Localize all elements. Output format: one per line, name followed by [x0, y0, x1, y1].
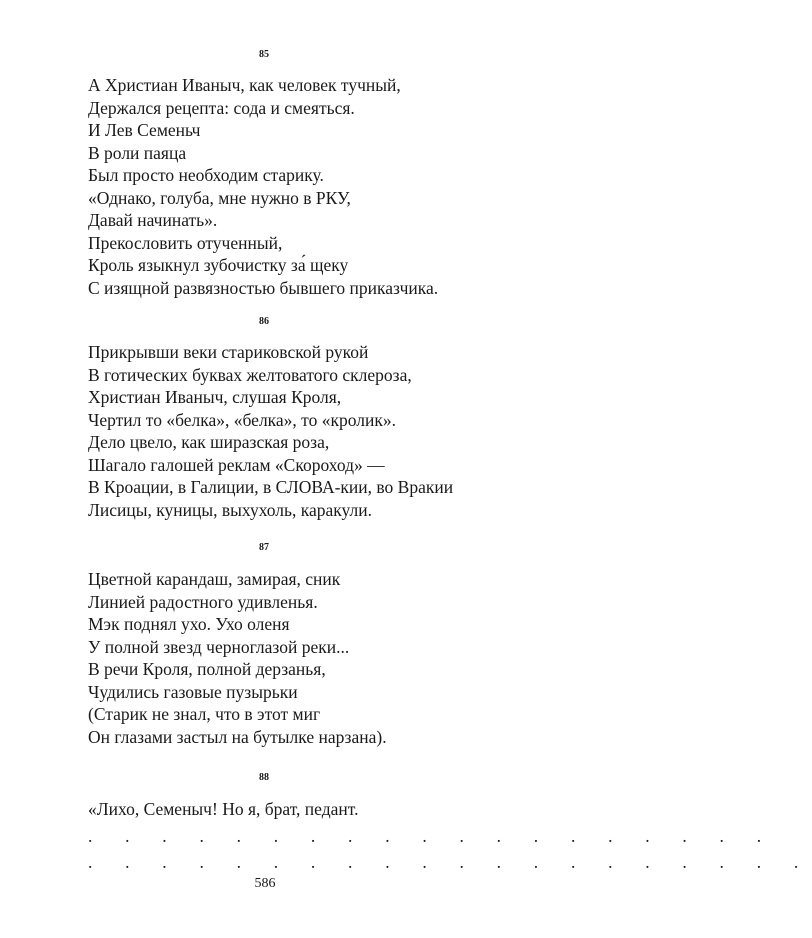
verse-line: Кроль языкнул зубочистку за́ щеку [88, 255, 349, 275]
verse-line: Чудились газовые пузырьки [88, 681, 298, 702]
verse-line: «Однако, голуба, мне нужно в РКУ, [88, 187, 351, 208]
stanza-number-85: 85 [259, 49, 269, 60]
verse-line: Мэк поднял ухо. Ухо оленя [88, 614, 290, 634]
verse-line: Христиан Иваныч, слушая Кроля, [88, 387, 342, 407]
stanza-88 [88, 798, 812, 874]
verse-line: В готических буквах желтоватого склероза, [88, 364, 412, 385]
verse-line: «Лихо, Семеныч! Но я, брат, педант. [88, 799, 359, 819]
verse-line: В речи Кроля, полной дерзанья, [88, 659, 326, 679]
verse-line: С изящной развязностью бывшего приказчика. [88, 277, 439, 298]
verse-line: (Старик не знал, что в этот миг [88, 704, 321, 724]
verse-line: Держался рецепта: сода и смеяться. [88, 97, 355, 118]
verse-line: Он глазами застыл на бутылке нарзана). [88, 726, 387, 747]
stanza-87 [88, 568, 588, 748]
verse-line: Прекословить отученный, [88, 232, 283, 253]
verse-line: Давай начинать». [88, 210, 218, 230]
verse-line: В роли паяца [88, 142, 187, 163]
verse-line: Шагало галошей реклам «Скороход» — [88, 454, 385, 475]
stanza-number-86: 86 [259, 316, 269, 327]
verse-line: Линией радостного удивленья. [88, 591, 318, 612]
verse-line: У полной звезд черноглазой реки... [88, 636, 350, 657]
verse-line: Был просто необходим старику. [88, 165, 324, 185]
stanza-number-88: 88 [259, 772, 269, 783]
verse-line: И Лев Семеньч [88, 120, 201, 140]
verse-line: Цветной карандаш, замирая, сник [88, 569, 341, 589]
verse-line: Лисицы, куницы, выхухоль, каракули. [88, 499, 372, 520]
verse-line: Дело цвело, как ширазская роза, [88, 432, 330, 452]
stanza-85 [88, 74, 588, 299]
verse-line: Чертил то «белка», «белка», то «кролик». [88, 409, 396, 430]
page-number: 586 [254, 876, 276, 891]
stanza-86 [88, 341, 588, 521]
verse-line: Прикрывши веки стариковской рукой [88, 342, 369, 362]
omission-dots: . . . . . . . . . . . . . . . . . . . . [88, 852, 812, 872]
verse-line: В Кроации, в Галиции, в СЛОВА-кии, во Вракии [88, 477, 454, 497]
verse-line: А Христиан Иваныч, как человек тучный, [88, 75, 401, 95]
stanza-number-87: 87 [259, 542, 269, 553]
omission-dots: . . . . . . . . . . . . . . . . . . . [88, 825, 776, 846]
